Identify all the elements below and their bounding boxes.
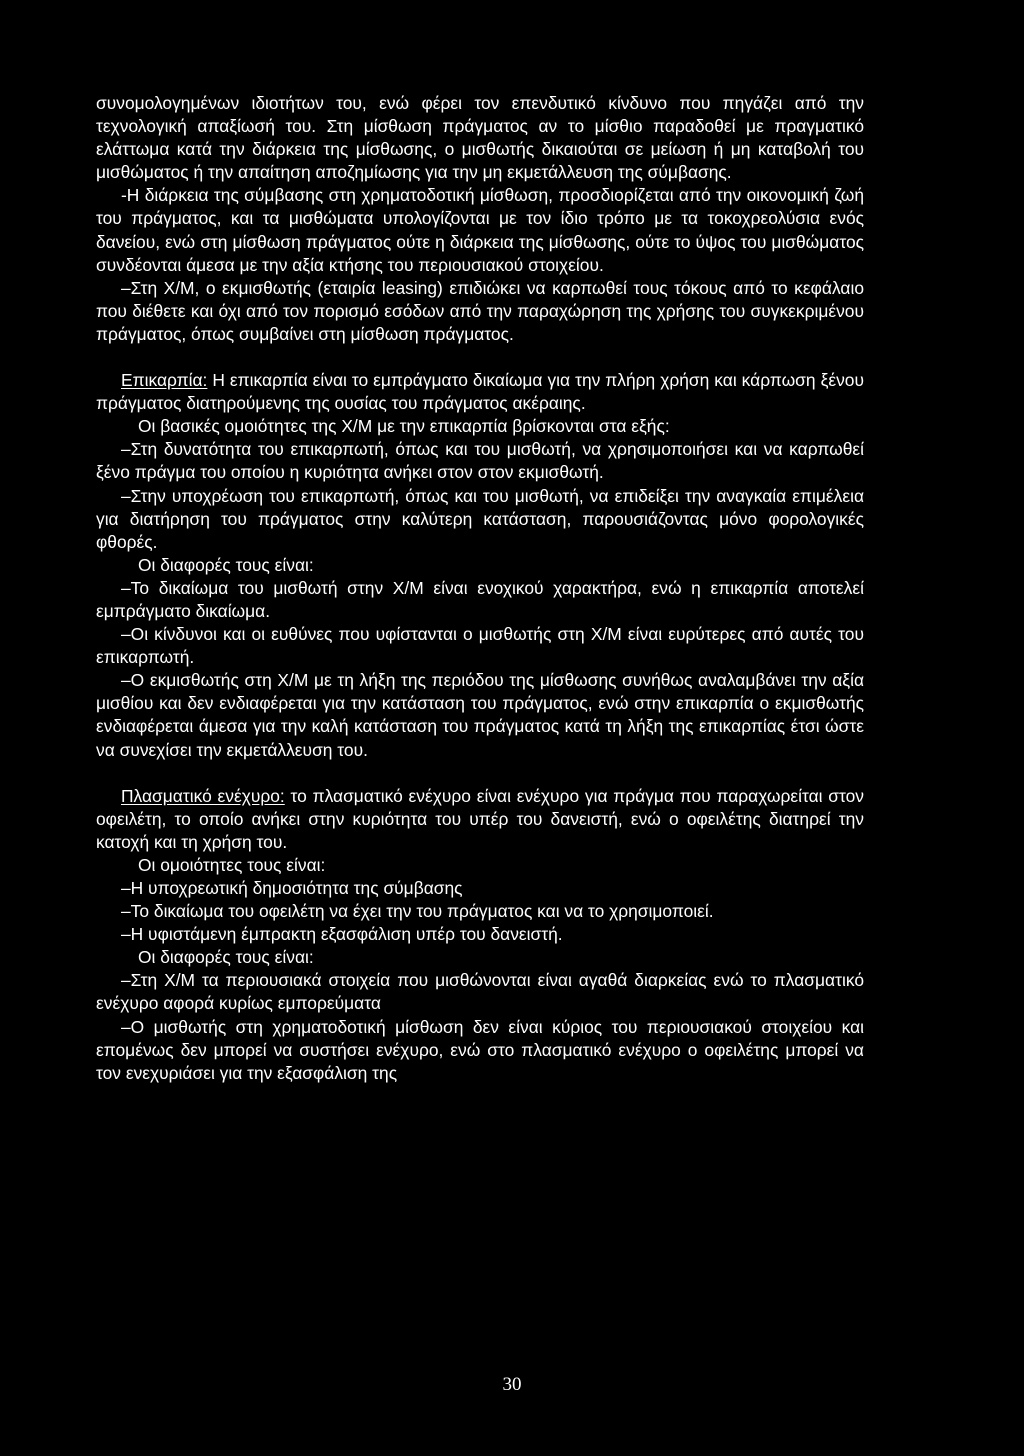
paragraph-similarities-intro: Οι βασικές ομοιότητες της Χ/Μ με την επικαρπία βρίσκονται στα εξής: (138, 416, 670, 437)
section-spacer (96, 346, 864, 369)
paragraph-duration: -Η διάρκεια της σύμβασης στη χρηματοδοτική μίσθωση, προσδιορίζεται από την οικονομική ζωή του πράγματος, και τα μισθώματα υπολογίζονται με τον ίδιο τρόπο με τα τοκοχρεολύσια ενός δανείου, ενώ στη μίσθωση πράγματος ούτε η διάρκεια της μίσθωσης, ούτε το ύψος του μισθώματος συνδέονται άμεσα με την αξία κτήσης του περιουσιακού στοιχείου. (96, 185, 864, 275)
page-number: 30 (502, 1374, 522, 1395)
paragraph-pledge-similarity-security: –Η υφιστάμενη έμπρακτη εξασφάλιση υπέρ του δανειστή. (121, 924, 563, 945)
paragraph-lessor-interest: –Στη Χ/Μ, ο εκμισθωτής (εταιρία leasing) επιδιώκει να καρπωθεί τους τόκους από το κεφάλαιο που διέθετε και όχι από τον πορισμό εσόδων από την παραχώρηση της χρήσης του συγκεκριμένου πράγματος, όπως συμβαίνει στη μίσθωση πράγματος. (96, 277, 864, 344)
document-body (96, 92, 864, 1085)
paragraph-usufruct-definition (96, 369, 864, 415)
paragraph-pledge-similarities-intro: Οι ομοιότητες τους είναι: (138, 854, 326, 875)
paragraph-pledge-similarity-publicity: –Η υποχρεωτική δημοσιότητα της σύμβασης (121, 878, 463, 898)
usufruct-definition-text: Η επικαρπία είναι το εμπράγματο δικαίωμα για την πλήρη χρήση και κάρπωση ξένου πράγματος διατηρούμενης της ουσίας του πράγματος ακέραιης. (96, 370, 864, 414)
paragraph-difference-lessor: –Ο εκμισθωτής στη Χ/Μ με τη λήξη της περιόδου της μίσθωσης συνήθως αναλαμβάνει την αξία μισθίου και δεν ενδιαφέρεται για την κατάσταση του πράγματος, ενώ στην επικαρπία ο εκμισθωτής ενδιαφέρεται άμεσα για την καλή κατάσταση του πράγματος κατά τη λήξη της επικαρπίας έτσι ώστε να συνεχίσει την εκμετάλλευση του. (96, 670, 864, 760)
paragraph-fictitious-pledge-definition (96, 785, 864, 854)
paragraph-difference-nature: –Το δικαίωμα του μισθωτή στην Χ/Μ είναι ενοχικού χαρακτήρα, ενώ η επικαρπία αποτελεί εμπράγματο δικαίωμα. (96, 577, 864, 621)
paragraph-differences-intro: Οι διαφορές τους είναι: (138, 554, 314, 575)
section-spacer (96, 762, 864, 785)
fictitious-pledge-heading: Πλασματικό ενέχυρο: (121, 785, 285, 806)
paragraph-difference-risks: –Οι κίνδυνοι και οι ευθύνες που υφίστανται ο μισθωτής στη Χ/Μ είναι ευρύτερες από αυτές του επικαρπωτή. (96, 624, 864, 668)
paragraph-pledge-difference-assets: –Στη Χ/Μ τα περιουσιακά στοιχεία που μισθώνονται είναι αγαθά διαρκείας ενώ το πλασματικό ενέχυρο αφορά κυρίως εμπορεύματα (96, 970, 864, 1014)
paragraph-pledge-difference-ownership: –Ο μισθωτής στη χρηματοδοτική μίσθωση δεν είναι κύριος του περιουσιακού στοιχείου και επομένως δεν μπορεί να συστήσει ενέχυρο, ενώ στο πλασματικό ενέχυρο ο οφειλέτης μπορεί να τον ενεχυριάσει για την εξασφάλιση της (96, 1016, 864, 1083)
paragraph-pledge-similarity-right: –Το δικαίωμα του οφειλέτη να έχει την του πράγματος και να το χρησιμοποιεί. (121, 901, 714, 922)
usufruct-heading: Επικαρπία: (121, 370, 208, 391)
paragraph-similarity-care: –Στην υποχρέωση του επικαρπωτή, όπως και του μισθωτή, να επιδείξει την αναγκαία επιμέλεια για διατήρηση του πράγματος στην καλύτερη κατάσταση, παρουσιάζοντας μόνο φορολογικές φθορές. (96, 485, 864, 552)
paragraph-similarity-use: –Στη δυνατότητα του επικαρπωτή, όπως και του μισθωτή, να χρησιμοποιήσει και να καρπωθεί ξένο πράγμα του οποίου η κυριότητα ανήκει στον στον εκμισθωτή. (96, 439, 864, 483)
fictitious-pledge-definition-text: το πλασματικό ενέχυρο είναι ενέχυρο για πράγμα που παραχωρείται στον οφειλέτη, το οποίο ανήκει στην κυριότητα του υπέρ του δανειστή, ενώ ο οφειλέτης διατηρεί την κατοχή και τη χρήση του. (96, 785, 864, 852)
paragraph-ownership-risk: συνομολογημένων ιδιοτήτων του, ενώ φέρει τον επενδυτικό κίνδυνο που πηγάζει από την τεχνολογική απαξίωσή του. Στη μίσθωση πράγματος αν το μίσθιο παραδοθεί με πραγματικό ελάττωμα κατά την διάρκεια της μίσθωσης, ο μισθωτής δικαιούται σε μείωση ή μη καταβολή του μισθώματος ή την απαίτηση αποζημίωσης για την μη εκμετάλλευση της σύμβασης. (96, 93, 864, 183)
paragraph-pledge-differences-intro: Οι διαφορές τους είναι: (138, 947, 314, 968)
